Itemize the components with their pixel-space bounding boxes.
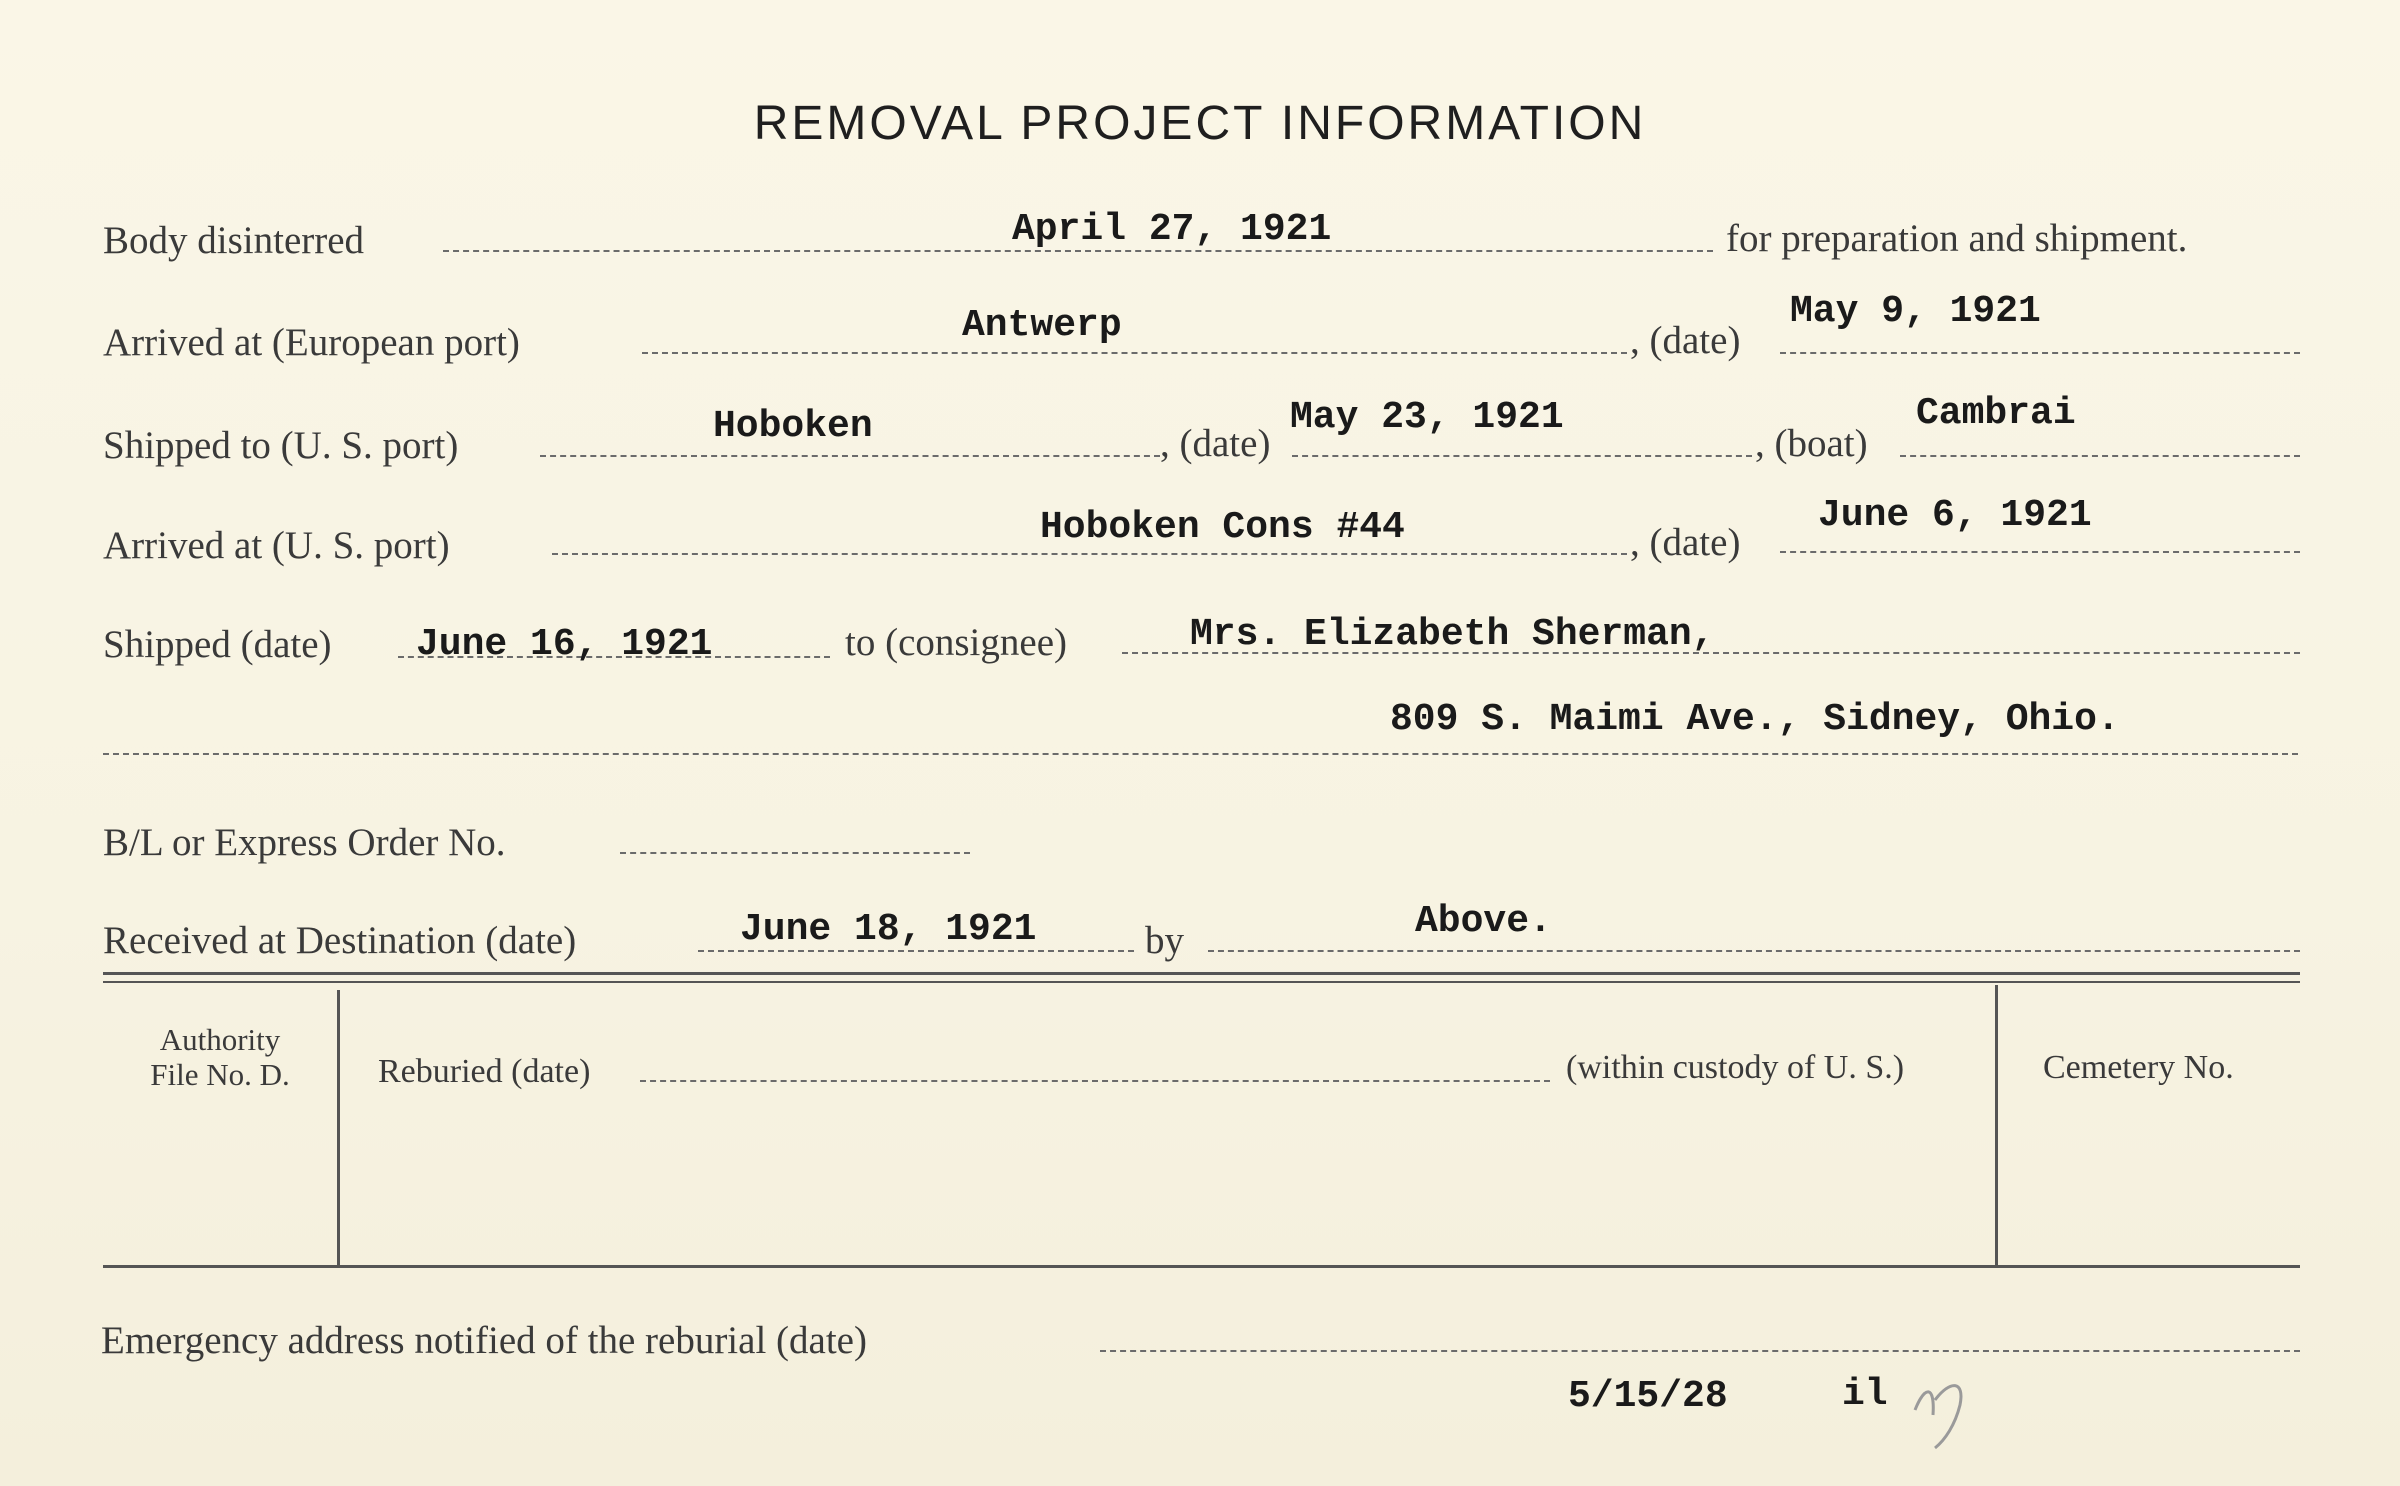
- address-line: [103, 753, 2298, 755]
- within-custody-label: (within custody of U. S.): [1566, 1049, 1905, 1086]
- footer-initials: il: [1842, 1373, 1888, 1416]
- arrived-us-port-value: Hoboken Cons #44: [1040, 506, 1405, 549]
- arrived-us-date-label: , (date): [1630, 521, 1741, 564]
- consignee-address-value: 809 S. Maimi Ave., Sidney, Ohio.: [1390, 698, 2120, 741]
- us-port-value: Hoboken: [713, 405, 873, 448]
- to-consignee-label: to (consignee): [845, 621, 1068, 664]
- footer-date-stamp: 5/15/28: [1568, 1375, 1728, 1418]
- pencil-scribble-mark: [1905, 1370, 1985, 1450]
- us-ship-date-label: , (date): [1160, 422, 1271, 465]
- table-top-rule: [103, 972, 2300, 975]
- body-disinterred-label: Body disinterred: [103, 219, 365, 262]
- european-port-line: [642, 352, 1627, 354]
- arrived-us-date-value: June 6, 1921: [1818, 494, 2092, 537]
- card-title: REMOVAL PROJECT INFORMATION: [753, 97, 1647, 150]
- european-date-line: [1780, 352, 2300, 354]
- arrived-us-port-label: Arrived at (U. S. port): [103, 524, 450, 567]
- european-port-value: Antwerp: [962, 304, 1122, 347]
- arrived-us-date-line: [1780, 551, 2300, 553]
- shipped-to-us-port-label: Shipped to (U. S. port): [103, 424, 459, 467]
- received-date-value: June 18, 1921: [740, 908, 1037, 951]
- received-by-line: [1208, 950, 2300, 952]
- bl-order-line: [620, 852, 970, 854]
- received-destination-label: Received at Destination (date): [103, 919, 577, 962]
- received-by-label: by: [1145, 919, 1184, 962]
- emergency-address-label: Emergency address notified of the reburial (date): [101, 1319, 867, 1362]
- authority-column-divider: [337, 990, 340, 1265]
- consignee-value: Mrs. Elizabeth Sherman,: [1190, 613, 1715, 656]
- arrived-european-port-label: Arrived at (European port): [103, 321, 520, 364]
- table-top-rule-second: [103, 981, 2300, 983]
- disinterred-date-value: April 27, 1921: [1012, 208, 1332, 251]
- boat-line: [1900, 455, 2300, 457]
- bl-order-label: B/L or Express Order No.: [103, 821, 506, 864]
- us-port-line: [540, 455, 1160, 457]
- cemetery-no-label: Cemetery No.: [2043, 1049, 2234, 1086]
- boat-label: , (boat): [1755, 422, 1868, 465]
- emergency-date-line: [1100, 1350, 2300, 1352]
- table-bottom-rule: [103, 1265, 2300, 1268]
- shipped-date-value: June 16, 1921: [416, 623, 713, 666]
- cemetery-column-divider: [1995, 985, 1998, 1265]
- us-ship-date-value: May 23, 1921: [1290, 396, 1564, 439]
- us-ship-date-line: [1292, 455, 1752, 457]
- authority-file-label: Authority File No. D.: [150, 1022, 290, 1092]
- reburied-date-label: Reburied (date): [378, 1053, 591, 1090]
- european-date-value: May 9, 1921: [1790, 290, 2041, 333]
- reburied-date-line: [640, 1080, 1550, 1082]
- received-by-value: Above.: [1415, 900, 1552, 943]
- shipped-date-label: Shipped (date): [103, 623, 332, 666]
- european-date-label: , (date): [1630, 319, 1741, 362]
- for-preparation-label: for preparation and shipment.: [1726, 217, 2188, 260]
- boat-value: Cambrai: [1916, 392, 2076, 435]
- arrived-us-port-line: [552, 553, 1627, 555]
